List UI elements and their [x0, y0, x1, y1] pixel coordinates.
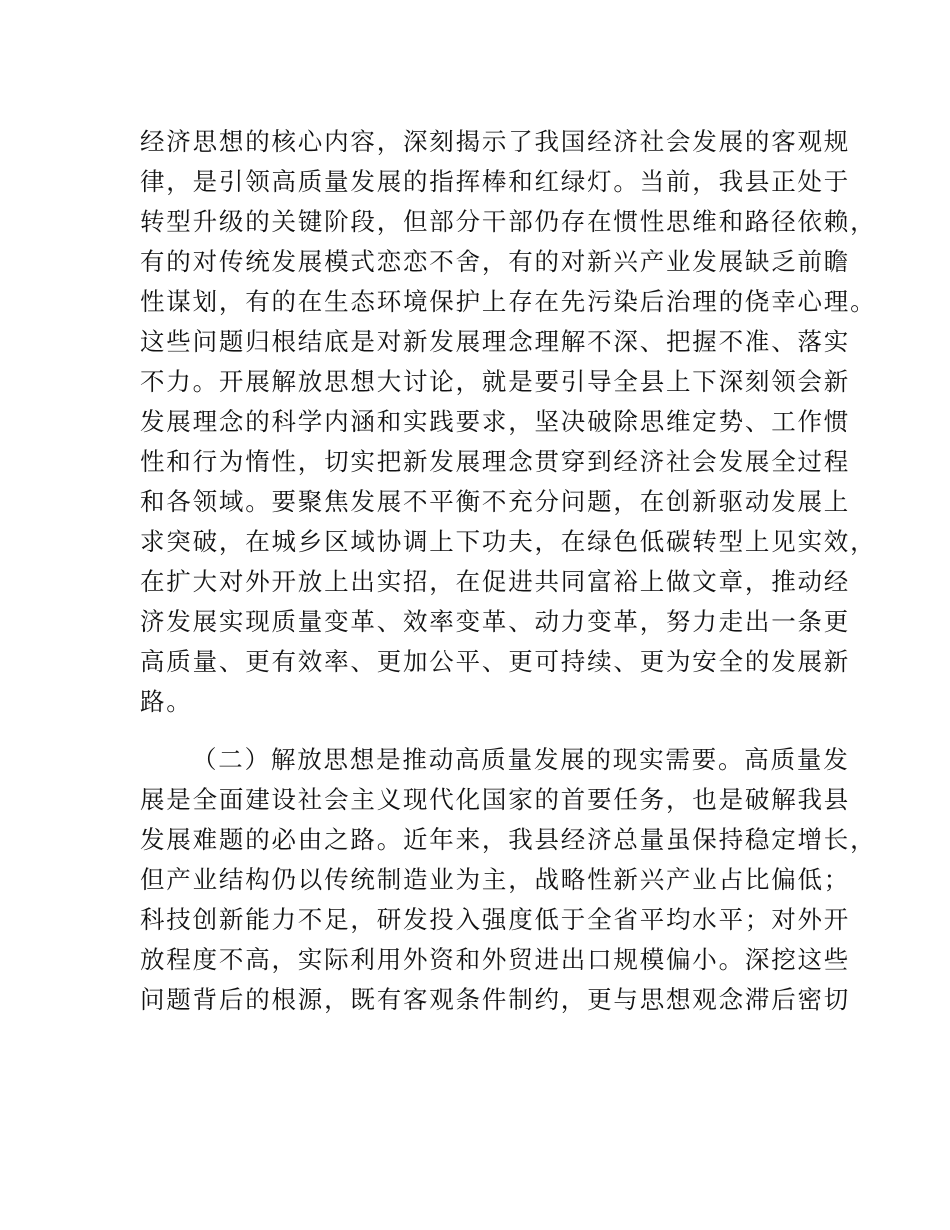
text-line: 问题背后的根源，既有客观条件制约，更与思想观念滞后密切: [140, 985, 851, 1014]
paragraph-section-two: [140, 740, 877, 1020]
document-body: [140, 122, 877, 1020]
paragraph-continued: [140, 122, 877, 722]
text-line: 在扩大对外开放上出实招，在促进共同富裕上做文章，推动经: [140, 567, 851, 596]
text-line: 路。: [140, 687, 193, 716]
text-line: 展是全面建设社会主义现代化国家的首要任务，也是破解我县: [140, 785, 851, 814]
text-line: 放程度不高，实际利用外资和外贸进出口规模偏小。深挖这些: [140, 945, 851, 974]
text-line: 发展难题的必由之路。近年来，我县经济总量虽保持稳定增长，: [140, 825, 877, 854]
text-line: 不力。开展解放思想大讨论，就是要引导全县上下深刻领会新: [140, 367, 851, 396]
text-line: 和各领域。要聚焦发展不平衡不充分问题，在创新驱动发展上: [140, 487, 851, 516]
text-line: 但产业结构仍以传统制造业为主，战略性新兴产业占比偏低；: [140, 865, 851, 894]
text-line: 济发展实现质量变革、效率变革、动力变革，努力走出一条更: [140, 607, 851, 636]
text-line: 求突破，在城乡区域协调上下功夫，在绿色低碳转型上见实效，: [140, 527, 877, 556]
text-line: 转型升级的关键阶段，但部分干部仍存在惯性思维和路径依赖，: [140, 207, 877, 236]
text-line: 性和行为惰性，切实把新发展理念贯穿到经济社会发展全过程: [140, 447, 851, 476]
text-line: 高质量、更有效率、更加公平、更可持续、更为安全的发展新: [140, 647, 851, 676]
paragraph-spacer: [140, 722, 840, 740]
text-line: 科技创新能力不足，研发投入强度低于全省平均水平；对外开: [140, 905, 851, 934]
text-line: 发展理念的科学内涵和实践要求，坚决破除思维定势、工作惯: [140, 407, 851, 436]
section-heading-line: （二）解放思想是推动高质量发展的现实需要。高质量发: [192, 745, 850, 774]
text-line: 性谋划，有的在生态环境保护上存在先污染后治理的侥幸心理。: [140, 287, 877, 316]
text-line: 有的对传统发展模式恋恋不舍，有的对新兴产业发展缺乏前瞻: [140, 247, 851, 276]
text-line: 律，是引领高质量发展的指挥棒和红绿灯。当前，我县正处于: [140, 167, 851, 196]
text-line: 这些问题归根结底是对新发展理念理解不深、把握不准、落实: [140, 327, 851, 356]
text-line: 经济思想的核心内容，深刻揭示了我国经济社会发展的客观规: [140, 127, 851, 156]
